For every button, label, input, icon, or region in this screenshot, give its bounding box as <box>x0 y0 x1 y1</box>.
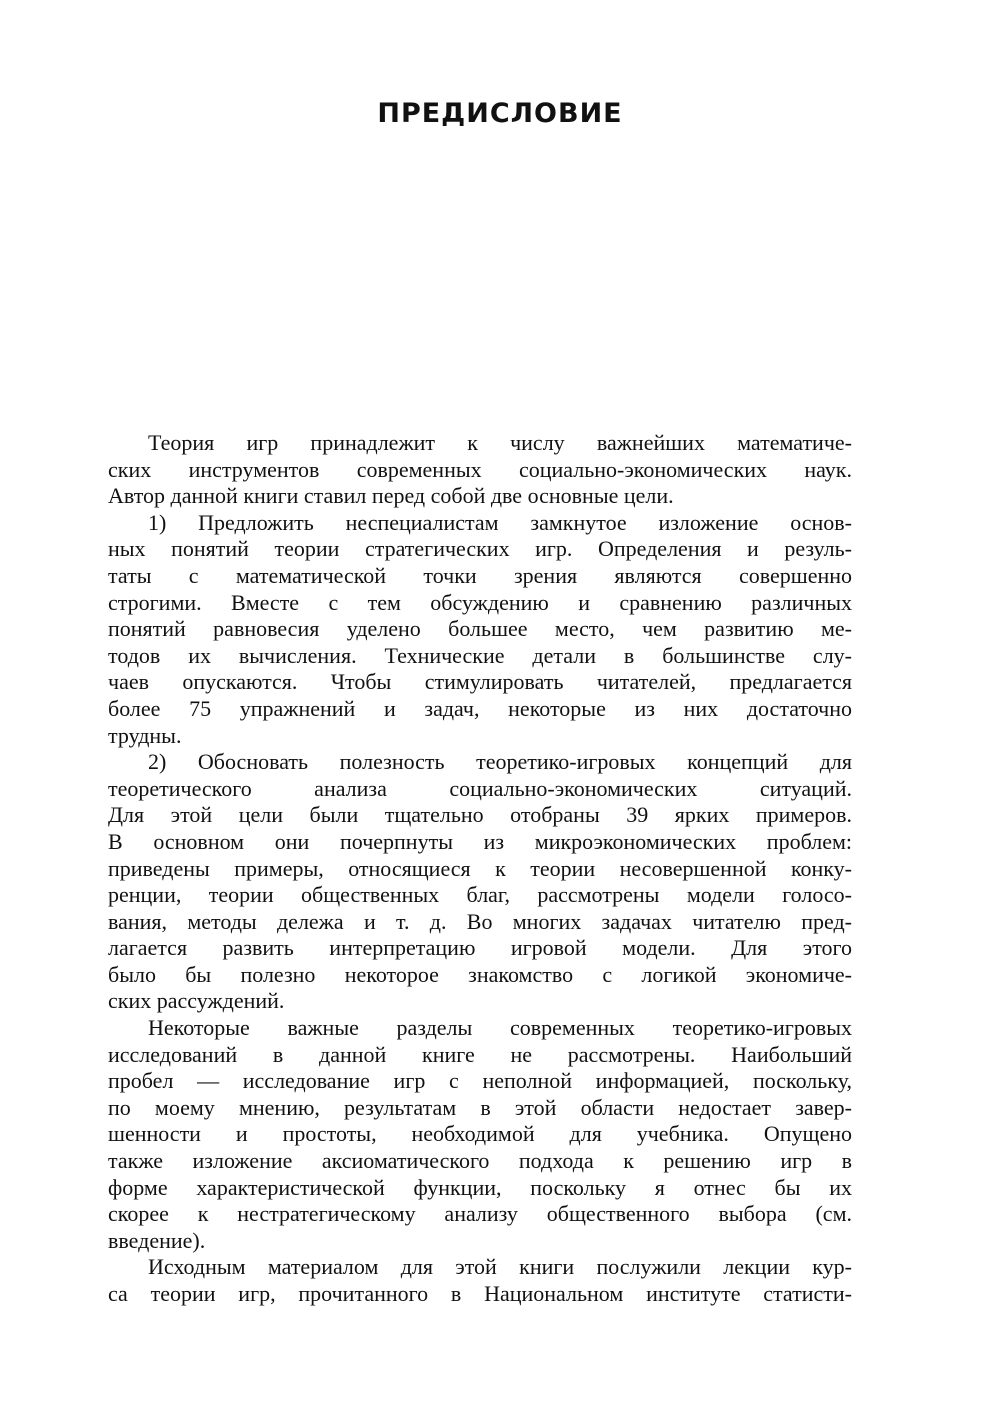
text-line: также изложение аксиоматического подхода к решению игр в <box>108 1148 852 1174</box>
text-line: Некоторые важные разделы современных теоретико-игровых <box>148 1015 852 1041</box>
preface-text <box>108 430 852 1308</box>
text-line: введение). <box>108 1227 206 1253</box>
text-line: трудны. <box>108 722 182 748</box>
text-line: приведены примеры, относящиеся к теории несовершенной конку- <box>108 855 852 881</box>
text-line: 2) Обосновать полезность теоретико-игровых концепций для <box>148 749 852 775</box>
text-line: чаев опускаются. Чтобы стимулировать читателей, предлагается <box>108 669 852 695</box>
text-line: 1) Предложить неспециалистам замкнутое изложение основ- <box>148 509 852 535</box>
text-line: пробел — исследование игр с неполной информацией, поскольку, <box>108 1068 852 1094</box>
text-line: тодов их вычисления. Технические детали в большинстве слу- <box>108 642 852 668</box>
text-line: таты с математической точки зрения являются совершенно <box>108 562 852 588</box>
text-line: Исходным материалом для этой книги послужили лекции кур- <box>148 1254 852 1280</box>
text-line: по моему мнению, результатам в этой области недостает завер- <box>108 1094 852 1120</box>
text-line: вания, методы дележа и т. д. Во многих задачах читателю пред- <box>108 908 852 934</box>
text-line: строгими. Вместе с тем обсуждению и сравнению различных <box>108 589 852 615</box>
text-line: лагается развить интерпретацию игровой модели. Для этого <box>108 935 852 961</box>
text-line: са теории игр, прочитанного в Национальном институте статисти- <box>108 1281 852 1306</box>
page-title: ПРЕДИСЛОВИЕ <box>377 98 623 129</box>
text-line: ских инструментов современных социально-экономических наук. <box>108 456 852 482</box>
text-line: Теория игр принадлежит к числу важнейших математиче- <box>148 430 852 455</box>
text-line: понятий равновесия уделено большее место, чем развитию ме- <box>108 616 852 642</box>
text-line: Автор данной книги ставил перед собой две основные цели. <box>108 483 674 509</box>
text-line: ренции, теории общественных благ, рассмотрены модели голосо- <box>108 882 852 908</box>
text-line: Для этой цели были тщательно отобраны 39 ярких примеров. <box>108 802 852 828</box>
text-line: В основном они почерпнуты из микроэкономических проблем: <box>108 828 852 854</box>
text-line: ских рассуждений. <box>108 988 285 1014</box>
text-line: было бы полезно некоторое знакомство с логикой экономиче- <box>108 961 852 987</box>
text-line: скорее к нестратегическому анализу общественного выбора (см. <box>108 1201 852 1227</box>
text-line: ных понятий теории стратегических игр. Определения и резуль- <box>108 536 852 562</box>
text-line: более 75 упражнений и задач, некоторые из них достаточно <box>108 695 852 721</box>
text-line: теоретического анализа социально-экономических ситуаций. <box>108 775 852 801</box>
text-line: исследований в данной книге не рассмотрены. Наибольший <box>108 1041 852 1067</box>
text-line: форме характеристической функции, поскольку я отнес бы их <box>108 1174 852 1200</box>
text-line: шенности и простоты, необходимой для учебника. Опущено <box>108 1121 852 1147</box>
